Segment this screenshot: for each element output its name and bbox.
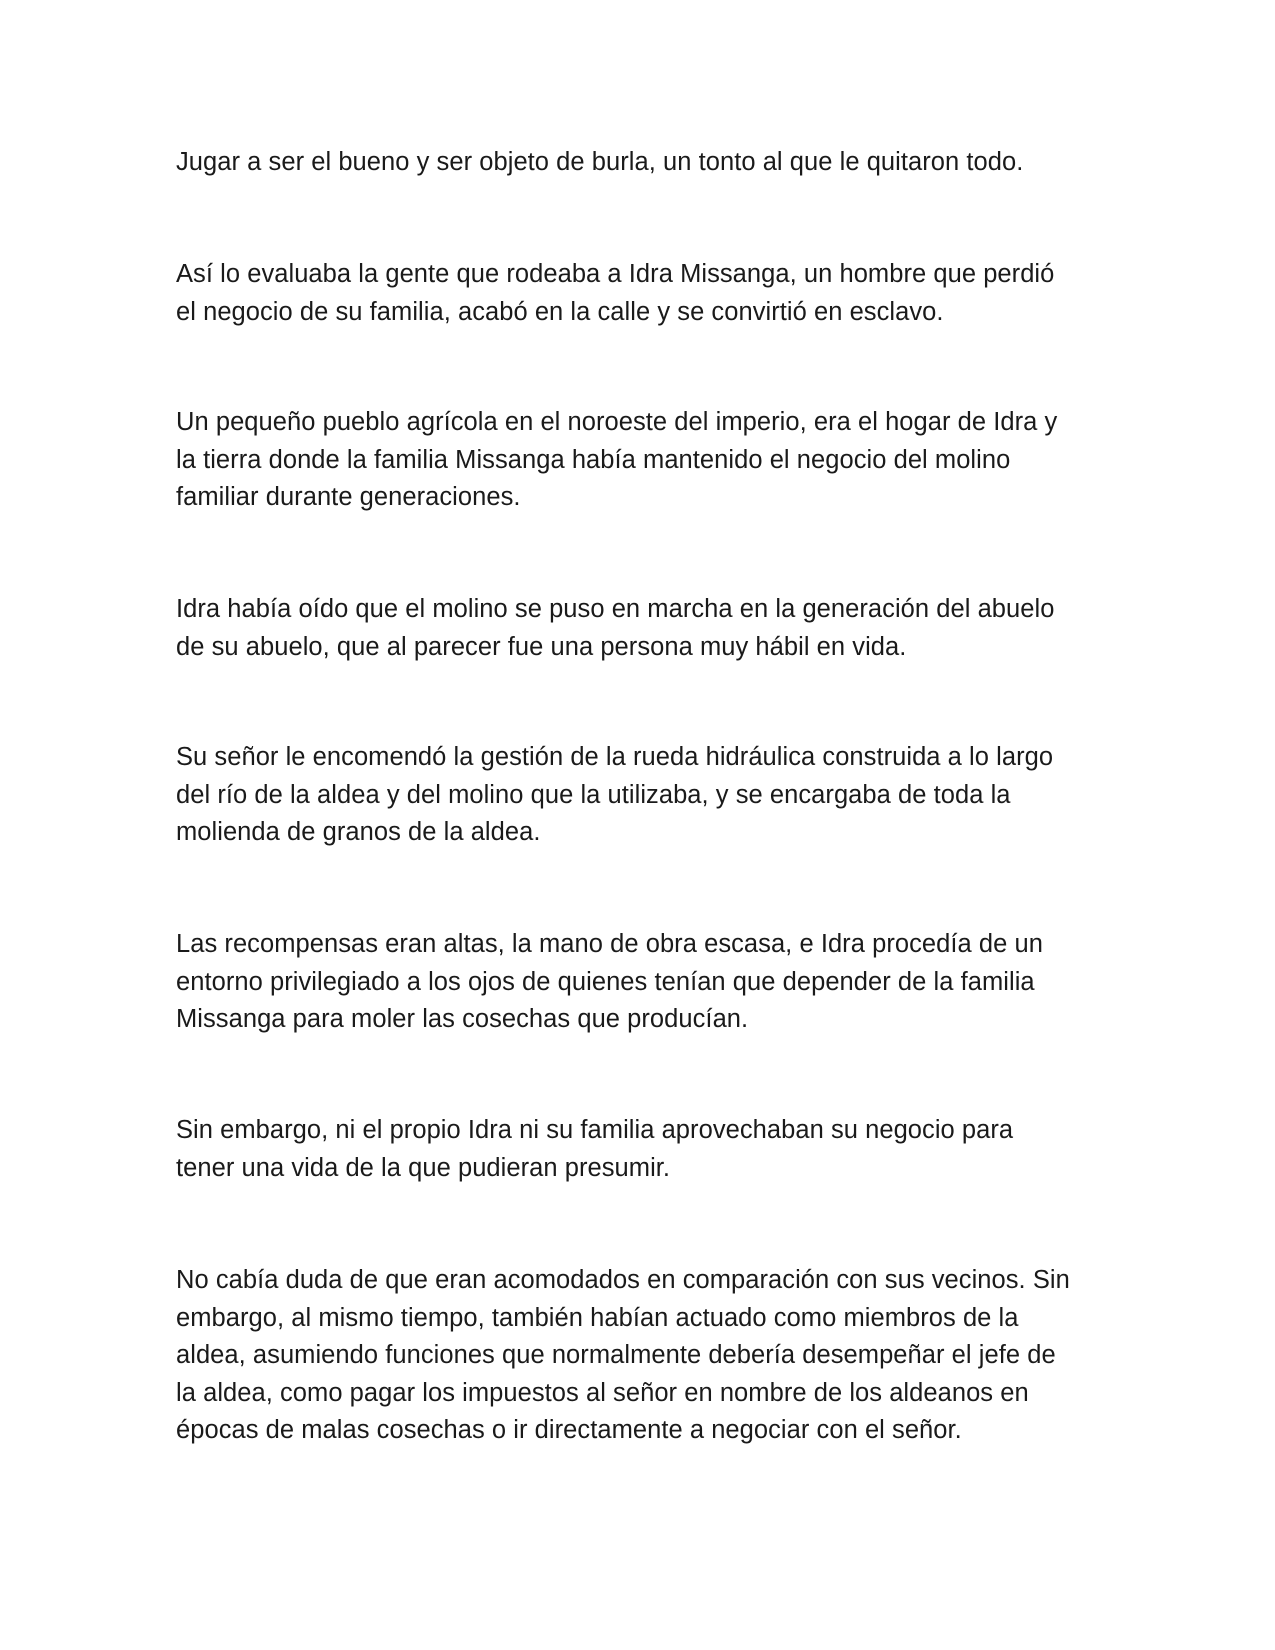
paragraph-line: molienda de granos de la aldea.: [176, 818, 541, 846]
paragraph-line: Sin embargo, ni el propio Idra ni su familia aprovechaban su negocio para: [176, 1116, 1014, 1144]
paragraph-line: Jugar a ser el bueno y ser objeto de burla, un tonto al que le quitaron todo.: [176, 148, 1024, 176]
paragraph-line: Idra había oído que el molino se puso en marcha en la generación del abuelo: [176, 595, 1055, 623]
paragraph-5: [176, 739, 1106, 852]
paragraph-line: Las recompensas eran altas, la mano de obra escasa, e Idra procedía de un: [176, 930, 1043, 958]
paragraph-8: [176, 1262, 1106, 1450]
paragraph-line: Un pequeño pueblo agrícola en el noroeste del imperio, era el hogar de Idra y: [176, 408, 1058, 436]
paragraph-line: Así lo evaluaba la gente que rodeaba a Idra Missanga, un hombre que perdió: [176, 260, 1055, 288]
paragraph-line: familiar durante generaciones.: [176, 483, 521, 511]
paragraph-line: del río de la aldea y del molino que la utilizaba, y se encargaba de toda la: [176, 780, 1011, 809]
paragraph-2: [176, 256, 1106, 331]
paragraph-line: entorno privilegiado a los ojos de quienes tenían que depender de la familia: [176, 967, 1035, 996]
paragraph-line: aldea, asumiendo funciones que normalmente debería desempeñar el jefe de: [176, 1341, 1056, 1369]
paragraph-line: la tierra donde la familia Missanga había mantenido el negocio del molino: [176, 445, 1011, 474]
paragraph-line: embargo, al mismo tiempo, también habían actuado como miembros de la: [176, 1303, 1019, 1332]
paragraph-line: la aldea, como pagar los impuestos al señor en nombre de los aldeanos en: [176, 1378, 1029, 1407]
paragraph-line: el negocio de su familia, acabó en la calle y se convirtió en esclavo.: [176, 297, 944, 326]
paragraph-6: [176, 926, 1106, 1039]
paragraph-7: [176, 1112, 1106, 1187]
paragraph-1: [176, 144, 1106, 182]
paragraph-line: épocas de malas cosechas o ir directamente a negociar con el señor.: [176, 1416, 962, 1444]
paragraph-line: Su señor le encomendó la gestión de la rueda hidráulica construida a lo largo: [176, 743, 1054, 771]
paragraph-line: No cabía duda de que eran acomodados en comparación con sus vecinos. Sin: [176, 1266, 1070, 1294]
paragraph-line: de su abuelo, que al parecer fue una persona muy hábil en vida.: [176, 632, 907, 661]
paragraph-line: Missanga para moler las cosechas que producían.: [176, 1005, 749, 1033]
paragraph-line: tener una vida de la que pudieran presumir.: [176, 1153, 671, 1182]
paragraph-4: [176, 591, 1106, 666]
paragraph-3: [176, 404, 1106, 517]
